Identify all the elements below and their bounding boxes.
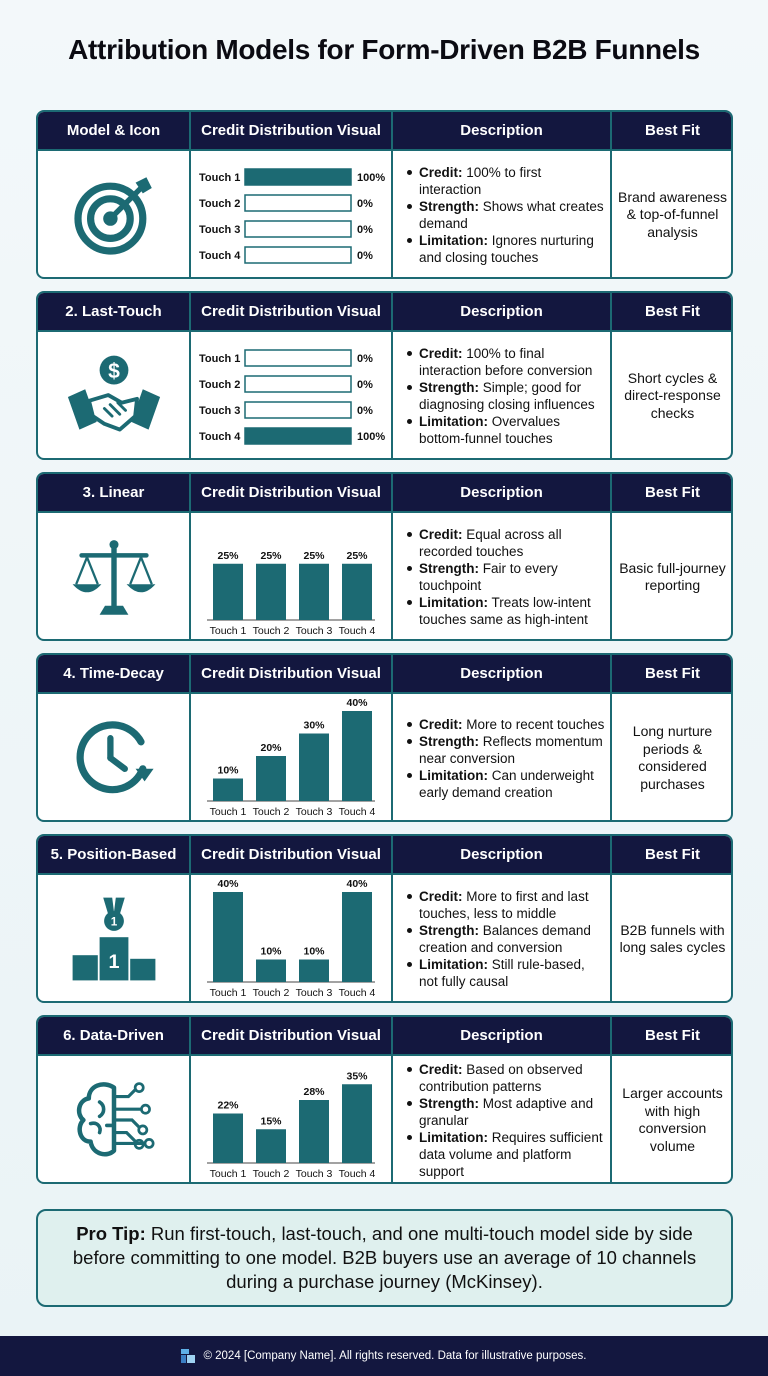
- page-title: Attribution Models for Form-Driven B2B Funnels: [68, 34, 700, 65]
- model-icon-cell: [38, 694, 189, 822]
- bar-value-label: 20%: [260, 742, 282, 754]
- bar: [342, 564, 372, 620]
- bar-track: [245, 402, 351, 418]
- svg-text:1: 1: [107, 950, 120, 973]
- card-header: [38, 474, 731, 511]
- header-description: Description: [460, 122, 543, 139]
- header-credit-visual: Credit Distribution Visual: [201, 122, 381, 139]
- bar-value-label: 10%: [260, 945, 282, 958]
- touch-label: Touch 1: [199, 353, 241, 365]
- model-name: 6. Data-Driven: [63, 1027, 164, 1044]
- bar: [299, 564, 329, 620]
- model-icon-cell: [38, 332, 189, 460]
- medal-podium-icon: [69, 894, 159, 984]
- footer: [0, 1336, 768, 1376]
- touch-label: Touch 1: [209, 625, 247, 637]
- strength-item: Strength: Fair to every touchpoint: [405, 560, 606, 594]
- target-icon: [69, 170, 159, 260]
- bar-value-label: 25%: [260, 549, 282, 562]
- strength-item: Strength: Reflects momentum near conversion: [405, 733, 606, 767]
- strength-item: Strength: Shows what creates demand: [405, 198, 606, 232]
- touch-label: Touch 4: [338, 987, 376, 999]
- touch-label: Touch 2: [252, 1168, 290, 1180]
- credit-item: Credit: More to first and last touches, less to middle: [405, 888, 606, 922]
- credit-chart-cell: [191, 151, 391, 279]
- header-description: Description: [460, 846, 543, 863]
- balance-scale-icon: [69, 532, 159, 622]
- touch-label: Touch 2: [252, 806, 290, 818]
- card-header: [38, 836, 731, 873]
- header-best-fit: Best Fit: [644, 484, 700, 501]
- touch-label: Touch 4: [338, 806, 376, 818]
- bar-value-label: 22%: [217, 1099, 239, 1112]
- bar-value-label: 40%: [346, 878, 368, 890]
- card-header: [38, 1017, 731, 1054]
- best-fit-cell: Brand awareness & top-of-funnel analysis: [618, 188, 727, 240]
- header-best-fit: Best Fit: [644, 846, 700, 863]
- model-card: [36, 472, 733, 641]
- model-name: 2. Last-Touch: [65, 303, 162, 320]
- credit-distribution-chart: [191, 513, 391, 641]
- bar-value-label: 0%: [357, 405, 373, 417]
- model-icon-cell: [38, 513, 189, 641]
- bar-value-label: 25%: [217, 549, 239, 562]
- touch-label: Touch 4: [199, 250, 241, 262]
- model-card: [36, 110, 733, 279]
- bar-value-label: 25%: [346, 549, 368, 562]
- credit-distribution-chart: [191, 332, 391, 460]
- bar: [256, 1129, 286, 1163]
- touch-label: Touch 3: [199, 405, 241, 417]
- description-cell: [393, 875, 610, 1003]
- bar-track: [245, 247, 351, 263]
- bar: [299, 960, 329, 983]
- model-name: Model & Icon: [66, 122, 161, 139]
- model-name: 5. Position-Based: [50, 846, 177, 863]
- header-credit-visual: Credit Distribution Visual: [201, 846, 381, 863]
- header-best-fit: Best Fit: [644, 1027, 700, 1044]
- credit-distribution-chart: [191, 1056, 391, 1184]
- bar-value-label: 10%: [303, 945, 325, 958]
- credit-distribution-chart: [191, 875, 391, 1003]
- model-card: [36, 653, 733, 822]
- credit-item: Credit: Based on observed contribution patterns: [405, 1061, 606, 1095]
- touch-label: Touch 3: [295, 987, 333, 999]
- touch-label: Touch 2: [252, 625, 290, 637]
- touch-label: Touch 1: [209, 987, 247, 999]
- bar: [245, 169, 351, 185]
- touch-label: Touch 3: [295, 625, 333, 637]
- bar-track: [245, 350, 351, 366]
- limitation-item: Limitation: Overvalues bottom-funnel touches: [405, 413, 606, 447]
- bar: [299, 734, 329, 802]
- bar-value-label: 25%: [303, 549, 325, 562]
- credit-chart-cell: [191, 332, 391, 460]
- card-header: [38, 293, 731, 330]
- touch-label: Touch 3: [199, 224, 241, 236]
- header-description: Description: [460, 303, 543, 320]
- touch-label: Touch 1: [209, 806, 247, 818]
- touch-label: Touch 2: [252, 987, 290, 999]
- description-cell: [393, 694, 610, 822]
- bar: [256, 756, 286, 801]
- model-name: 3. Linear: [82, 484, 145, 501]
- handshake-dollar-icon: [66, 351, 162, 441]
- bar-value-label: 0%: [357, 250, 373, 262]
- bar: [342, 711, 372, 801]
- bar-value-label: 100%: [357, 431, 386, 443]
- credit-chart-cell: [191, 513, 391, 641]
- bar-track: [245, 376, 351, 392]
- clock-icon: [69, 713, 159, 803]
- bar-value-label: 15%: [260, 1115, 282, 1128]
- svg-text:1: 1: [110, 915, 117, 929]
- description-cell: [393, 332, 610, 460]
- card-header: [38, 655, 731, 692]
- limitation-item: Limitation: Still rule-based, not fully causal: [405, 956, 606, 990]
- bar: [213, 892, 243, 982]
- model-card: [36, 834, 733, 1003]
- header-credit-visual: Credit Distribution Visual: [201, 303, 381, 320]
- bar-value-label: 30%: [303, 719, 325, 732]
- best-fit-cell: Larger accounts with high conversion volume: [622, 1085, 723, 1154]
- header-credit-visual: Credit Distribution Visual: [201, 665, 381, 682]
- model-name: 4. Time-Decay: [63, 665, 164, 682]
- pro-tip-text: Run first-touch, last-touch, and one multi-touch model side by side before committing to one model. B2B buyers use an average of 10 channels during a purchase journey (McKinsey).: [72, 1223, 697, 1292]
- bar: [213, 564, 243, 620]
- model-icon-cell: [38, 875, 189, 1003]
- bar-value-label: 28%: [303, 1086, 325, 1098]
- header-description: Description: [460, 1027, 543, 1044]
- pro-tip-box: [36, 1209, 733, 1307]
- description-cell: [393, 513, 610, 641]
- bar-track: [245, 221, 351, 237]
- touch-label: Touch 1: [199, 172, 241, 184]
- credit-chart-cell: [191, 1056, 391, 1184]
- model-icon-cell: [38, 1056, 189, 1184]
- strength-item: Strength: Simple; good for diagnosing closing influences: [405, 379, 606, 413]
- bar-value-label: 40%: [346, 697, 368, 709]
- bar: [256, 564, 286, 620]
- pro-tip-label: Pro Tip:: [76, 1223, 146, 1244]
- touch-label: Touch 3: [295, 806, 333, 818]
- bar-value-label: 0%: [357, 353, 373, 365]
- bar: [213, 779, 243, 802]
- touch-label: Touch 4: [338, 625, 376, 637]
- bar-track: [245, 195, 351, 211]
- header-description: Description: [460, 484, 543, 501]
- bar: [245, 428, 351, 444]
- touch-label: Touch 4: [199, 431, 241, 443]
- header-credit-visual: Credit Distribution Visual: [201, 484, 381, 501]
- strength-item: Strength: Balances demand creation and conversion: [405, 922, 606, 956]
- best-fit-cell: B2B funnels with long sales cycles: [619, 921, 726, 955]
- company-logo-icon: [181, 1349, 195, 1363]
- credit-distribution-chart: [191, 694, 391, 822]
- credit-item: Credit: Equal across all recorded touches: [405, 526, 606, 560]
- credit-item: Credit: 100% to final interaction before conversion: [405, 345, 606, 379]
- bar: [342, 892, 372, 982]
- bar-value-label: 35%: [346, 1070, 368, 1083]
- limitation-item: Limitation: Ignores nurturing and closing touches: [405, 232, 606, 266]
- model-card: [36, 1015, 733, 1184]
- header-best-fit: Best Fit: [644, 122, 700, 139]
- touch-label: Touch 1: [209, 1168, 247, 1180]
- bar-value-label: 0%: [357, 224, 373, 236]
- limitation-item: Limitation: Treats low-intent touches same as high-intent: [405, 594, 606, 628]
- model-card: [36, 291, 733, 460]
- limitation-item: Limitation: Can underweight early demand creation: [405, 767, 606, 801]
- description-cell: [393, 1056, 610, 1184]
- best-fit-cell: Long nurture periods & considered purchases: [632, 723, 713, 792]
- bar: [213, 1114, 243, 1164]
- bar-value-label: 0%: [357, 198, 373, 210]
- credit-chart-cell: [191, 694, 391, 822]
- strength-item: Strength: Most adaptive and granular: [405, 1095, 606, 1129]
- description-cell: [393, 151, 610, 279]
- credit-chart-cell: [191, 875, 391, 1003]
- bar: [299, 1100, 329, 1163]
- header-description: Description: [460, 665, 543, 682]
- card-header: [38, 112, 731, 149]
- bar: [342, 1084, 372, 1163]
- brain-circuit-icon: [68, 1075, 160, 1165]
- bar-value-label: 100%: [357, 172, 386, 184]
- credit-distribution-chart: [191, 151, 391, 279]
- credit-item: Credit: More to recent touches: [405, 716, 606, 733]
- touch-label: Touch 2: [199, 198, 241, 210]
- limitation-item: Limitation: Requires sufficient data volume and platform support: [405, 1129, 606, 1180]
- header-best-fit: Best Fit: [644, 303, 700, 320]
- touch-label: Touch 3: [295, 1168, 333, 1180]
- header-best-fit: Best Fit: [644, 665, 700, 682]
- svg-text:$: $: [107, 359, 120, 383]
- bar-value-label: 0%: [357, 379, 373, 391]
- model-icon-cell: [38, 151, 189, 279]
- bar: [256, 960, 286, 983]
- footer-text: © 2024 [Company Name]. All rights reserved. Data for illustrative purposes.: [203, 1350, 587, 1362]
- touch-label: Touch 2: [199, 379, 241, 391]
- credit-item: Credit: 100% to first interaction: [405, 164, 606, 198]
- bar-value-label: 40%: [217, 878, 239, 890]
- touch-label: Touch 4: [338, 1168, 376, 1180]
- best-fit-cell: Short cycles & direct-response checks: [624, 369, 721, 421]
- best-fit-cell: Basic full-journey reporting: [619, 559, 726, 593]
- header-credit-visual: Credit Distribution Visual: [201, 1027, 381, 1044]
- bar-value-label: 10%: [217, 764, 239, 777]
